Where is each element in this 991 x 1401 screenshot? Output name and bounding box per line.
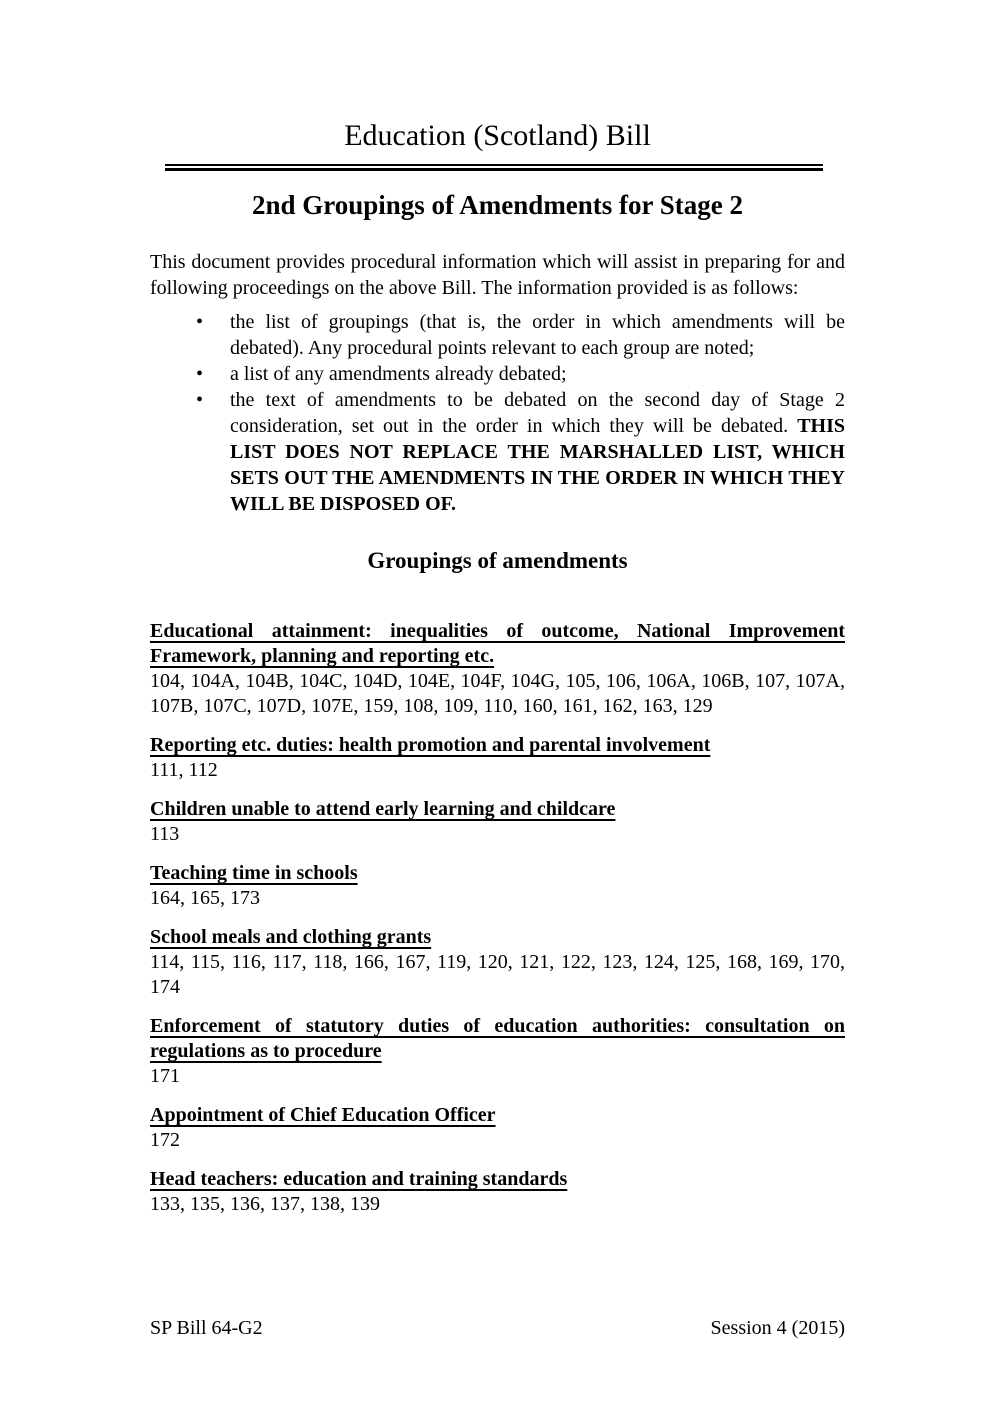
bullet-icon: • (196, 389, 204, 411)
document-subtitle: 2nd Groupings of Amendments for Stage 2 (251, 190, 744, 220)
list-item (196, 309, 845, 361)
group-amendments: 171 (150, 1065, 180, 1087)
group-amendments: 164, 165, 173 (150, 887, 260, 909)
page-footer (150, 1316, 845, 1341)
group-amendments: 111, 112 (150, 759, 218, 781)
bullet-list (150, 309, 845, 517)
group-heading: Enforcement of statutory duties of education authorities: consultation on regulations as to procedure (150, 1015, 845, 1062)
amendment-group (150, 1103, 845, 1153)
title-double-rule (165, 164, 823, 171)
bullet-icon: • (196, 363, 204, 385)
group-amendments: 114, 115, 116, 117, 118, 166, 167, 119, 120, 121, 122, 123, 124, 125, 168, 169, 170, 174 (150, 951, 845, 998)
intro-paragraph: This document provides procedural information which will assist in preparing for and following proceedings on the above Bill. The information provided is as follows: (150, 251, 845, 299)
bill-title: Education (Scotland) Bill (344, 119, 651, 152)
amendment-group (150, 619, 845, 719)
bullet-icon: • (196, 311, 204, 333)
list-item-text: a list of any amendments already debated; (230, 363, 567, 385)
list-item (196, 387, 845, 517)
list-item-bold-text: THIS LIST DOES NOT REPLACE THE MARSHALLED LIST, WHICH SETS OUT THE AMENDMENTS IN THE ORDER IN WHICH THEY WILL BE DISPOSED OF. (230, 415, 845, 515)
group-heading: Educational attainment: inequalities of outcome, National Improvement Framework, planning and reporting etc. (150, 620, 845, 667)
amendment-group (150, 733, 845, 783)
group-heading: Head teachers: education and training standards (150, 1168, 568, 1190)
list-item-text: the text of amendments to be debated on the second day of Stage 2 consideration, set out in the order in which they will be debated. (230, 389, 845, 437)
list-item-text: the list of groupings (that is, the order in which amendments will be debated). Any procedural points relevant to each group are noted; (230, 311, 845, 359)
amendment-group (150, 925, 845, 1000)
group-heading: School meals and clothing grants (150, 926, 432, 948)
footer-bill-number: SP Bill 64-G2 (150, 1317, 263, 1339)
amendment-group (150, 797, 845, 847)
group-heading: Teaching time in schools (150, 862, 358, 884)
amendment-group (150, 861, 845, 911)
amendment-group (150, 1014, 845, 1089)
group-amendments: 133, 135, 136, 137, 138, 139 (150, 1193, 380, 1215)
group-heading: Children unable to attend early learning and childcare (150, 798, 616, 820)
group-amendments: 172 (150, 1129, 180, 1151)
amendment-groups (150, 619, 845, 1217)
group-amendments: 113 (150, 823, 180, 845)
amendment-group (150, 1167, 845, 1217)
group-heading: Reporting etc. duties: health promotion and parental involvement (150, 734, 711, 756)
group-amendments: 104, 104A, 104B, 104C, 104D, 104E, 104F, 104G, 105, 106, 106A, 106B, 107, 107A, 107B, 107C, 107D, 107E, 159, 108, 109, 110, 160, 161, 162, 163, 129 (150, 670, 845, 717)
list-item (196, 361, 845, 387)
footer-session: Session 4 (2015) (710, 1317, 845, 1339)
group-heading: Appointment of Chief Education Officer (150, 1104, 496, 1126)
groupings-heading: Groupings of amendments (367, 548, 628, 573)
